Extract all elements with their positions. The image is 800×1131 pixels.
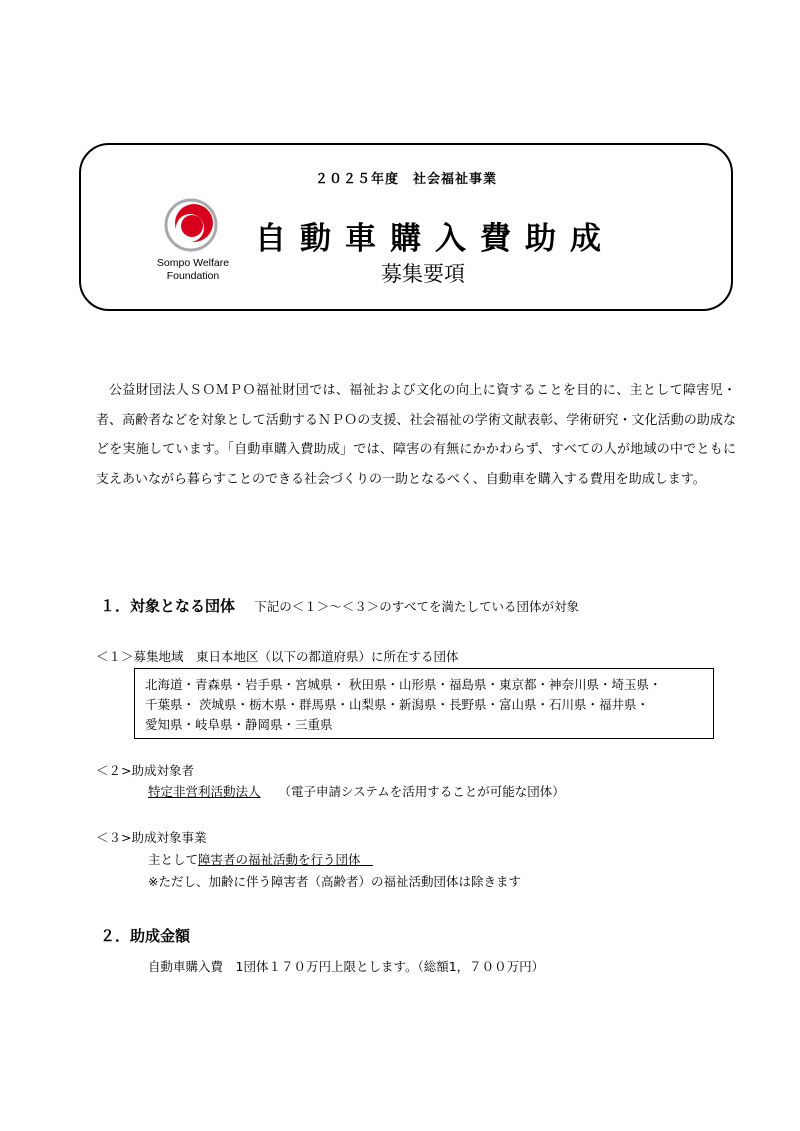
item3-label: ＜３>助成対象事業 xyxy=(96,830,207,845)
item3-line2: ※ただし、加齢に伴う障害者（高齢者）の福祉活動団体は除きます xyxy=(148,874,521,889)
item1-label: ＜１＞募集地域 東日本地区（以下の都道府県）に所在する団体 xyxy=(96,649,459,664)
item3-line1 xyxy=(148,851,373,869)
item2-target-note: （電子申請システムを活用することが可能な団体） xyxy=(278,784,565,799)
section1-note: 下記の＜１＞～＜３＞のすべてを満たしている団体が対象 xyxy=(254,599,580,614)
header-box xyxy=(79,143,733,311)
document-title: 自動車購入費助成 xyxy=(255,221,615,257)
section1-heading-row xyxy=(100,596,579,617)
prefecture-line-3: 愛知県・岐阜県・静岡県・三重県 xyxy=(145,717,333,732)
prefecture-line-2: 千葉県・ 茨城県・栃木県・群馬県・山梨県・新潟県・長野県・富山県・石川県・福井県・ xyxy=(145,697,649,712)
prefecture-line-1: 北海道・青森県・岩手県・宮城県・ 秋田県・山形県・福島県・東京都・神奈川県・埼玉県・ xyxy=(145,677,662,692)
logo-name xyxy=(143,257,243,283)
prefecture-list-box xyxy=(134,668,714,739)
section2-amount: 自動車購入費 1団体１７０万円上限とします。（総額1，７００万円） xyxy=(148,959,545,974)
fiscal-year-line: ２０２５年度 社会福祉事業 xyxy=(314,172,497,187)
foundation-logo-icon xyxy=(163,195,223,255)
item2-target: 特定非営利活動法人 xyxy=(148,784,261,799)
logo-name-line1: Sompo Welfare xyxy=(156,257,230,269)
item3-underlined: 障害者の福祉活動を行う団体 xyxy=(198,852,361,867)
logo-name-line2: Foundation xyxy=(166,270,220,282)
intro-paragraph: 公益財団法人ＳＯＭＰＯ福祉財団では、福祉および文化の向上に資することを目的に、主として障害児・者、高齢者などを対象として活動するＮＰＯの支援、社会福祉の学術文献表彰、学術研究・文化活動の助成などを実施しています。「自動車購入費助成」では、障害の有無にかかわらず、すべての人が地域の中でともに支えあいながら暮らすことのできる社会づくりの一助となるべく、自動車を購入する費用を助成します。 xyxy=(96,383,736,487)
item2-target-row xyxy=(148,783,565,801)
foundation-logo xyxy=(143,195,243,285)
section2-heading: ２．助成金額 xyxy=(100,927,191,945)
document-subtitle: 募集要項 xyxy=(381,262,465,286)
item2-label: ＜２>助成対象者 xyxy=(96,763,194,778)
section1-heading: １．対象となる団体 xyxy=(100,597,236,615)
item3-prefix: 主として xyxy=(148,852,199,867)
